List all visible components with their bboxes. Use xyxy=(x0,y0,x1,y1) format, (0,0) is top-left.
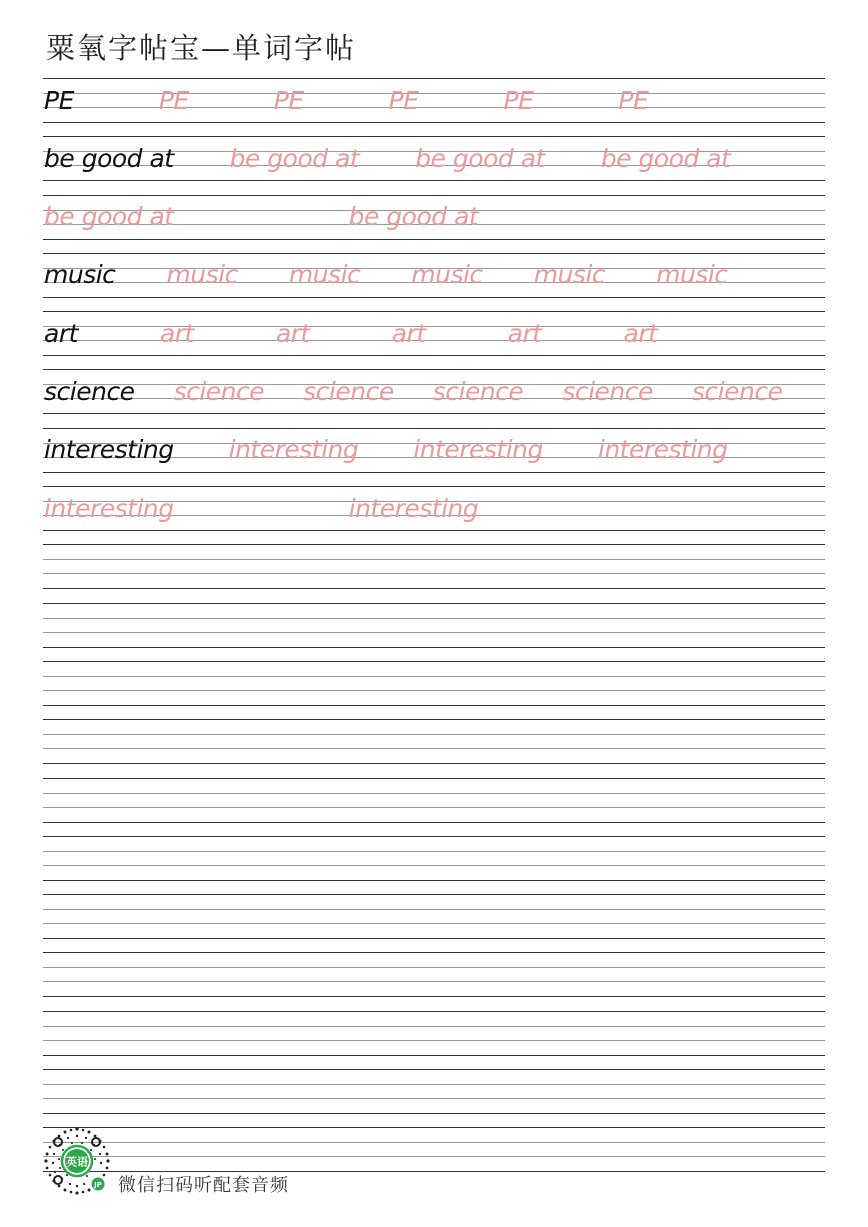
ruling-line xyxy=(43,793,825,794)
ruling-line xyxy=(43,588,825,589)
trace-word: be good at xyxy=(229,143,360,173)
ruling-line xyxy=(43,530,825,531)
ruling-line xyxy=(43,472,825,473)
trace-word: be good at xyxy=(348,202,479,232)
word-row xyxy=(43,428,825,486)
trace-word: interesting xyxy=(597,435,728,465)
ruling-line xyxy=(43,559,825,560)
ruling-line xyxy=(43,1055,825,1056)
ruling-line xyxy=(43,413,825,414)
blank-row xyxy=(43,661,825,719)
trace-word: music xyxy=(288,260,361,290)
vocab-word: music xyxy=(44,260,116,290)
ruling-line xyxy=(43,836,825,837)
word-line xyxy=(44,313,657,353)
ruling-line xyxy=(43,967,825,968)
ruling-line xyxy=(43,981,825,982)
blank-row xyxy=(43,603,825,661)
ruling-line xyxy=(43,909,825,910)
trace-word: art xyxy=(391,318,426,348)
trace-word: interesting xyxy=(348,493,479,523)
vocab-word: interesting xyxy=(44,435,174,465)
ruling-line xyxy=(43,180,825,181)
blank-row xyxy=(43,1069,825,1127)
trace-word: music xyxy=(656,260,728,290)
ruling-line xyxy=(43,1026,825,1027)
trace-word: art xyxy=(275,318,310,348)
ruling-line xyxy=(43,763,825,764)
ruling-line xyxy=(43,355,825,356)
vocab-word: science xyxy=(44,376,135,406)
word-row xyxy=(43,253,825,311)
trace-word: interesting xyxy=(228,435,359,465)
word-line xyxy=(44,430,728,470)
ruling-line xyxy=(43,122,825,123)
ruling-line xyxy=(43,734,825,735)
ruling-line xyxy=(43,923,825,924)
ruling-line xyxy=(43,544,825,545)
trace-word: PE xyxy=(388,85,419,115)
ruling-line xyxy=(43,938,825,939)
word-line xyxy=(44,138,730,178)
trace-word: art xyxy=(623,318,658,348)
blank-row xyxy=(43,894,825,952)
ruling-line xyxy=(43,996,825,997)
ruling-line xyxy=(43,807,825,808)
footer-caption: 微信扫码听配套音频 xyxy=(118,1175,289,1196)
trace-word: music xyxy=(533,260,606,290)
ruling-line xyxy=(43,865,825,866)
ruling-line xyxy=(43,486,825,487)
word-line xyxy=(44,371,782,411)
ruling-line xyxy=(43,297,825,298)
practice-sheet xyxy=(43,78,825,1186)
trace-word: PE xyxy=(503,85,534,115)
ruling-line xyxy=(43,1011,825,1012)
blank-row xyxy=(43,719,825,777)
word-row xyxy=(43,311,825,369)
word-row xyxy=(43,195,825,253)
ruling-line xyxy=(43,428,825,429)
ruling-line xyxy=(43,78,825,79)
trace-word: be good at xyxy=(600,143,731,173)
page-title: 粟氧字帖宝—单词字帖 xyxy=(46,31,357,65)
qr-code-icon[interactable] xyxy=(42,1126,112,1196)
ruling-line xyxy=(43,253,825,254)
blank-row xyxy=(43,952,825,1010)
vocab-word: PE xyxy=(44,85,74,115)
ruling-line xyxy=(43,311,825,312)
ruling-line xyxy=(43,952,825,953)
ruling-line xyxy=(43,851,825,852)
ruling-line xyxy=(43,690,825,691)
word-row xyxy=(43,486,825,544)
trace-word: science xyxy=(173,376,265,406)
ruling-line xyxy=(43,369,825,370)
ruling-line xyxy=(43,1113,825,1114)
blank-row xyxy=(43,836,825,894)
ruling-line xyxy=(43,618,825,619)
ruling-line xyxy=(43,1084,825,1085)
ruling-line xyxy=(43,778,825,779)
ruling-line xyxy=(43,676,825,677)
ruling-line xyxy=(43,661,825,662)
ruling-line xyxy=(43,195,825,196)
trace-word: science xyxy=(562,376,653,406)
ruling-line xyxy=(43,1098,825,1099)
word-row xyxy=(43,136,825,194)
footer xyxy=(42,1126,442,1206)
trace-word: PE xyxy=(618,85,649,115)
trace-word: science xyxy=(303,376,394,406)
word-line xyxy=(44,255,728,295)
blank-row xyxy=(43,1011,825,1069)
blank-row xyxy=(43,778,825,836)
ruling-line xyxy=(43,1069,825,1070)
trace-word: be good at xyxy=(415,143,545,173)
ruling-line xyxy=(43,239,825,240)
word-row xyxy=(43,369,825,427)
ruling-line xyxy=(43,880,825,881)
trace-word: music xyxy=(411,260,483,290)
ruling-line xyxy=(43,647,825,648)
trace-word: science xyxy=(432,376,524,406)
ruling-line xyxy=(43,136,825,137)
trace-word: interesting xyxy=(44,493,174,523)
ruling-line xyxy=(43,719,825,720)
word-line xyxy=(44,488,478,528)
vocab-word: art xyxy=(44,318,78,348)
trace-word: interesting xyxy=(413,435,543,465)
trace-word: art xyxy=(159,318,194,348)
word-line xyxy=(44,80,648,120)
word-row xyxy=(43,78,825,136)
qr-mark-text: JP xyxy=(94,1181,102,1189)
trace-word: music xyxy=(166,260,238,290)
word-line xyxy=(44,197,478,237)
ruling-line xyxy=(43,1040,825,1041)
ruling-line xyxy=(43,748,825,749)
ruling-line xyxy=(43,632,825,633)
trace-word: art xyxy=(507,318,542,348)
ruling-line xyxy=(43,705,825,706)
ruling-line xyxy=(43,603,825,604)
trace-word: science xyxy=(691,376,783,406)
vocab-word: be good at xyxy=(44,143,174,173)
ruling-line xyxy=(43,822,825,823)
blank-row xyxy=(43,544,825,602)
qr-badge-text: 英语 xyxy=(66,1155,88,1169)
trace-word: PE xyxy=(158,85,189,115)
ruling-line xyxy=(43,573,825,574)
trace-word: be good at xyxy=(44,202,174,232)
trace-word: PE xyxy=(273,85,304,115)
ruling-line xyxy=(43,894,825,895)
